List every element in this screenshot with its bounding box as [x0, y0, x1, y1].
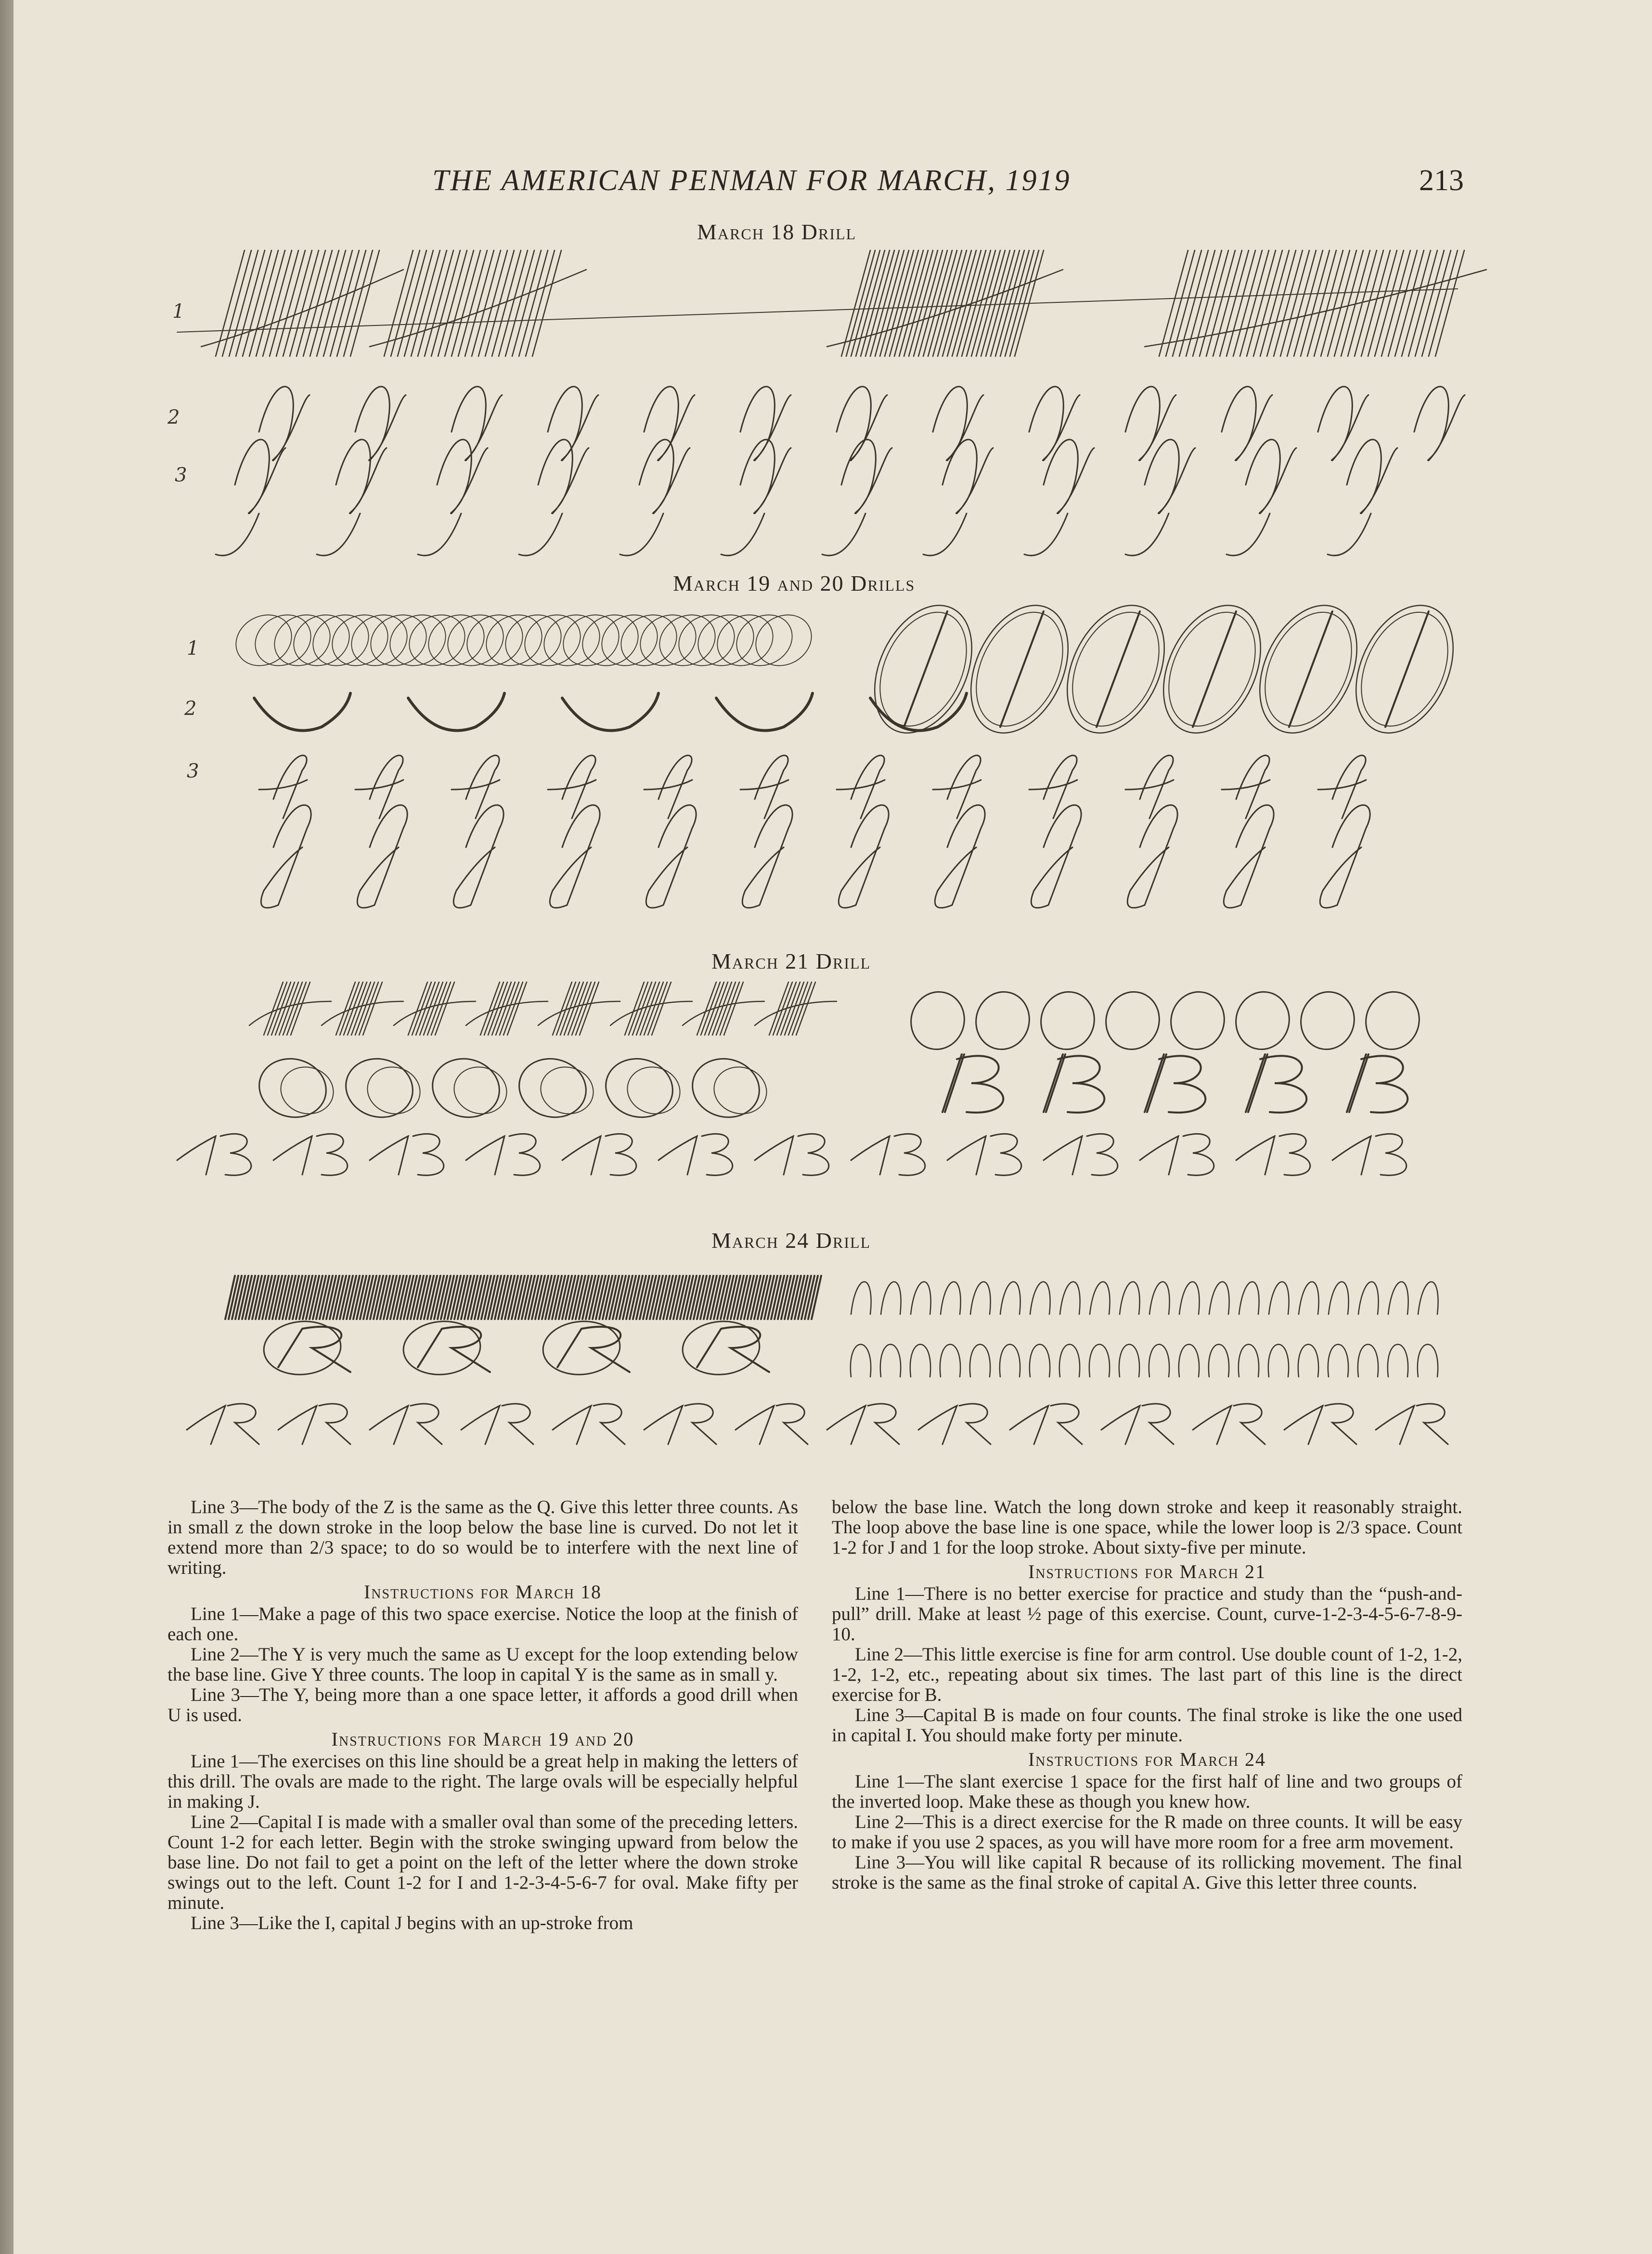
line-number: 1 — [187, 637, 199, 660]
inverted-loop — [851, 1282, 871, 1315]
large-oval — [952, 590, 1087, 749]
magazine-page — [13, 0, 1652, 2254]
capital-j-letter — [1224, 805, 1274, 907]
capital-j-letter — [646, 805, 696, 907]
capital-r-letter — [736, 1404, 808, 1444]
small-loop — [1089, 1345, 1110, 1377]
small-loop — [1388, 1345, 1408, 1377]
section-title-march-24: March 24 Drill — [711, 1228, 871, 1253]
small-oval — [1359, 986, 1425, 1055]
paragraph: Line 3—Like the I, capital J begins with an up-stroke from — [191, 1913, 633, 1933]
instructions-heading-march-18: Instructions for March 18 — [363, 1581, 602, 1603]
b-oval — [535, 1061, 598, 1119]
line-number: 2 — [184, 698, 197, 720]
section-title-march-18: March 18 Drill — [697, 220, 857, 244]
large-oval — [1240, 590, 1376, 749]
capital-i-letter — [355, 755, 403, 818]
capital-j-letter — [453, 805, 503, 907]
small-loop — [1298, 1345, 1318, 1377]
small-loop — [1358, 1345, 1378, 1377]
large-oval — [1056, 598, 1176, 740]
capital-i-letter — [1029, 755, 1077, 818]
small-loop — [1179, 1345, 1199, 1377]
small-oval — [304, 605, 378, 676]
b-oval — [686, 1051, 766, 1125]
capital-b-letter — [851, 1134, 925, 1175]
inverted-loop — [1000, 1282, 1020, 1315]
small-oval — [1294, 986, 1360, 1055]
line-number: 2 — [168, 406, 180, 428]
small-loop — [910, 1345, 930, 1377]
large-oval — [1048, 590, 1183, 749]
inverted-loop — [881, 1282, 901, 1315]
small-oval — [227, 605, 301, 676]
small-oval — [516, 605, 590, 676]
push-pull-drill — [466, 982, 548, 1035]
paragraph: Line 2—This is a direct exercise for the R made on three counts. It will be easy to make if you use 2 spaces, as you will have more room for a free arm movement. — [832, 1812, 1462, 1852]
small-loop — [1209, 1345, 1229, 1377]
b-oval — [253, 1051, 333, 1125]
push-pull-drill — [755, 982, 837, 1035]
inverted-loop — [1269, 1282, 1289, 1315]
capital-r-letter — [644, 1404, 716, 1444]
b-oval — [709, 1061, 772, 1119]
small-oval — [631, 605, 705, 676]
b-oval — [275, 1061, 338, 1119]
small-oval — [1164, 986, 1230, 1055]
small-oval — [246, 605, 320, 676]
capital-r-letter — [1101, 1404, 1174, 1444]
inverted-loop — [1060, 1282, 1080, 1315]
capital-r-letter — [1193, 1404, 1265, 1444]
paragraph: Line 1—The slant exercise 1 space for the first half of line and two groups of the inverted loop. Make these as though you knew how. — [832, 1771, 1462, 1812]
capital-y-u-row — [216, 440, 1397, 556]
inverted-loop — [911, 1282, 931, 1315]
small-loop — [1059, 1345, 1080, 1377]
crescent-stroke — [408, 693, 504, 731]
capital-b-letter — [466, 1134, 540, 1175]
capital-b-letter — [755, 1134, 829, 1175]
slant-exercise — [225, 1276, 821, 1319]
push-pull-drill — [249, 982, 331, 1035]
paragraph: Line 2—The Y is very much the same as U except for the loop extending below the base line. Give Y three counts. The loop in capital Y is the same as in small y. — [168, 1644, 798, 1685]
capital-b-letter — [1347, 1054, 1407, 1113]
small-oval — [747, 605, 821, 676]
paragraph: Line 1—There is no better exercise for practice and study than the “push-and-pull” drill. Make at least ½ page of this exercise. Count, curve-1-2-3-4-5-6-7-8-9-10. — [832, 1583, 1462, 1645]
penmanship-drills-artwork — [13, 0, 1652, 1492]
inverted-loop — [1418, 1282, 1438, 1315]
left-column — [168, 1497, 798, 1933]
small-loop — [1000, 1345, 1020, 1377]
capital-b-letter — [1140, 1134, 1214, 1175]
small-oval — [323, 605, 397, 676]
small-oval — [361, 605, 436, 676]
push-pull-drill — [610, 982, 692, 1035]
small-loop — [970, 1345, 990, 1377]
inverted-loop — [941, 1282, 961, 1315]
crescent-stroke — [562, 693, 658, 731]
instructions-heading-march-21: Instructions for March 21 — [1028, 1561, 1266, 1582]
capital-i-letter — [933, 755, 981, 818]
small-oval — [1099, 986, 1165, 1055]
oval-slash — [904, 611, 947, 727]
section-title-march-19-20: March 19 and 20 Drills — [673, 571, 916, 596]
small-loop — [1418, 1345, 1438, 1377]
capital-i-letter — [548, 755, 596, 818]
capital-i-letter — [837, 755, 885, 818]
capital-i-letter — [259, 755, 307, 818]
oval-slash — [1097, 611, 1140, 727]
small-loop — [851, 1345, 871, 1377]
b-oval — [599, 1051, 679, 1125]
large-oval — [863, 598, 984, 740]
capital-r-letter — [697, 1327, 769, 1372]
paragraph: Line 3—You will like capital R because of its rollicking movement. The final stroke is the same as the final stroke of capital A. Give this letter three counts. — [832, 1852, 1462, 1893]
inverted-loop — [970, 1282, 991, 1315]
inverted-loop — [1239, 1282, 1259, 1315]
inverted-loop — [1329, 1282, 1349, 1315]
paragraph: Line 3—Capital B is made on four counts. The final stroke is like the one used in capital I. You should make forty per minute. — [832, 1705, 1462, 1746]
capital-b-letter — [1145, 1054, 1205, 1113]
large-oval — [959, 598, 1080, 740]
capital-y-row — [259, 387, 1465, 461]
line-number: 3 — [175, 464, 187, 486]
capital-r-letter — [187, 1404, 259, 1444]
large-oval — [1152, 598, 1273, 740]
capital-j-letter — [935, 805, 985, 907]
oval-slash — [1000, 611, 1044, 727]
small-oval — [535, 605, 609, 676]
small-oval — [381, 605, 455, 676]
small-loop — [1239, 1345, 1259, 1377]
instructions-heading-march-19-20: Instructions for March 19 and 20 — [331, 1728, 634, 1750]
small-oval — [419, 605, 493, 676]
large-oval — [1248, 598, 1369, 740]
inverted-loop — [1090, 1282, 1110, 1315]
inverted-loop — [1030, 1282, 1050, 1315]
push-pull-drill — [538, 982, 620, 1035]
line-number: 3 — [187, 760, 199, 782]
small-oval — [458, 605, 532, 676]
capital-b-letter — [370, 1134, 444, 1175]
capital-r-letter — [918, 1404, 991, 1444]
small-oval — [612, 605, 686, 676]
capital-j-letter — [550, 805, 600, 907]
capital-b-letter — [562, 1134, 636, 1175]
capital-r-letter — [418, 1327, 490, 1372]
b-oval — [622, 1061, 685, 1119]
capital-b-letter — [947, 1134, 1021, 1175]
capital-r-letter — [278, 1404, 350, 1444]
capital-r-letter — [278, 1327, 350, 1372]
large-oval — [1144, 590, 1279, 749]
capital-r-letter — [827, 1404, 899, 1444]
inverted-loop — [1149, 1282, 1170, 1315]
capital-r-letter — [557, 1327, 630, 1372]
capital-b-letter — [1246, 1054, 1306, 1113]
small-oval — [400, 605, 474, 676]
right-column — [832, 1497, 1462, 1893]
small-oval — [477, 605, 551, 676]
small-oval — [969, 986, 1035, 1055]
push-pull-drill — [683, 982, 764, 1035]
small-oval — [1229, 986, 1295, 1055]
paragraph: Line 3—The body of the Z is the same as the Q. Give this letter three counts. As in small z the down stroke in the loop below the base line is curved. Do not let it extend more than 2/3 space; to do so would be to interfere with the next line of writing. — [168, 1497, 798, 1578]
b-oval — [449, 1061, 512, 1119]
line-number: 1 — [172, 300, 185, 323]
capital-b-letter — [1044, 1054, 1104, 1113]
b-oval — [426, 1051, 506, 1125]
push-pull-drill — [394, 982, 476, 1035]
small-loop — [1328, 1345, 1348, 1377]
capital-b-letter — [658, 1134, 733, 1175]
paragraph: Line 1—The exercises on this line should be a great help in making the letters of this drill. The ovals are made to the right. The large ovals will be especially helpful in making J. — [168, 1751, 798, 1812]
small-oval — [1034, 986, 1100, 1055]
capital-b-letter — [1332, 1134, 1407, 1175]
capital-i-letter — [1318, 755, 1366, 818]
paragraph: Line 3—The Y, being more than a one space letter, it affords a good drill when U is used. — [168, 1684, 798, 1725]
inverted-loop — [1299, 1282, 1319, 1315]
small-oval — [593, 605, 667, 676]
small-oval — [496, 605, 570, 676]
b-oval — [339, 1051, 419, 1125]
capital-j-letter — [742, 805, 792, 907]
oval-slash — [1289, 611, 1332, 727]
small-oval — [554, 605, 628, 676]
large-oval — [1344, 598, 1465, 740]
oval-slash — [1193, 611, 1236, 727]
capital-j-letter — [357, 805, 407, 907]
small-oval — [265, 605, 339, 676]
inverted-loop — [1388, 1282, 1408, 1315]
small-loop — [1119, 1345, 1139, 1377]
small-oval — [342, 605, 416, 676]
section-title-march-21: March 21 Drill — [711, 949, 871, 973]
small-oval — [689, 605, 763, 676]
small-oval — [439, 605, 513, 676]
capital-i-letter — [1125, 755, 1174, 818]
capital-i-letter — [452, 755, 500, 818]
capital-r-letter — [370, 1404, 442, 1444]
capital-j-letter — [1127, 805, 1177, 907]
crescent-stroke — [254, 693, 350, 731]
capital-i-letter — [1222, 755, 1270, 818]
capital-b-letter — [1044, 1134, 1118, 1175]
b-oval — [362, 1061, 425, 1119]
page-number: 213 — [1419, 164, 1464, 197]
capital-j-letter — [261, 805, 311, 907]
capital-b-letter — [177, 1134, 251, 1175]
capital-r-letter — [1376, 1404, 1448, 1444]
paragraph: Line 2—Capital I is made with a smaller oval than some of the preceding letters. Count 1-2 for each letter. Begin with the stroke swinging upward from below the base line. Do not fail to get a point on the left of the letter where the down stroke swings out to the left. Count 1-2 for I and 1-2-3-4-5-6-7 for oval. Make fifty per minute. — [168, 1812, 798, 1913]
small-oval — [727, 605, 801, 676]
capital-r-letter — [553, 1404, 625, 1444]
capital-j-letter — [1031, 805, 1081, 907]
inverted-loop — [1120, 1282, 1140, 1315]
inverted-loop — [1358, 1282, 1379, 1315]
capital-i-letter — [740, 755, 788, 818]
crescent-stroke — [716, 693, 813, 731]
capital-j-letter — [1320, 805, 1370, 907]
capital-b-letter — [1236, 1134, 1310, 1175]
capital-b-letter — [273, 1134, 348, 1175]
small-oval — [904, 986, 970, 1055]
capital-r-letter — [1284, 1404, 1356, 1444]
paragraph: below the base line. Watch the long down stroke and keep it reasonably straight. The loop above the base line is one space, while the lower loop is 2/3 space. Count 1-2 for J and 1 for the loop stroke. About sixty-five per minute. — [832, 1497, 1462, 1558]
capital-j-letter — [839, 805, 889, 907]
push-pull-drill — [322, 982, 403, 1035]
slant-exercise — [1145, 250, 1486, 356]
paragraph: Line 2—This little exercise is fine for arm control. Use double count of 1-2, 1-2, 1-2, 1-2, etc., repeating about six times. The last part of this line is the direct exercise for B. — [832, 1644, 1462, 1705]
small-loop — [880, 1345, 901, 1377]
small-loop — [1268, 1345, 1289, 1377]
capital-i-letter — [644, 755, 692, 818]
small-oval — [670, 605, 744, 676]
small-loop — [940, 1345, 960, 1377]
paragraph: Line 1—Make a page of this two space exercise. Notice the loop at the finish of each one. — [168, 1604, 798, 1645]
oval-slash — [1385, 611, 1429, 727]
large-oval — [855, 590, 991, 749]
capital-r-letter — [461, 1404, 533, 1444]
inverted-loop — [1209, 1282, 1229, 1315]
slant-exercise — [370, 250, 586, 356]
small-oval — [708, 605, 782, 676]
small-loop — [1149, 1345, 1169, 1377]
small-oval — [573, 605, 647, 676]
small-oval — [650, 605, 724, 676]
inverted-loop — [1179, 1282, 1200, 1315]
small-loop — [1030, 1345, 1050, 1377]
small-oval — [284, 605, 359, 676]
b-oval — [513, 1051, 593, 1125]
capital-b-letter — [942, 1054, 1003, 1113]
running-head-title: THE AMERICAN PENMAN FOR MARCH, 1919 — [432, 164, 1071, 197]
instructions-heading-march-24: Instructions for March 24 — [1028, 1749, 1266, 1770]
slant-exercise — [201, 250, 403, 356]
capital-r-letter — [1010, 1404, 1082, 1444]
large-oval — [1337, 590, 1472, 749]
